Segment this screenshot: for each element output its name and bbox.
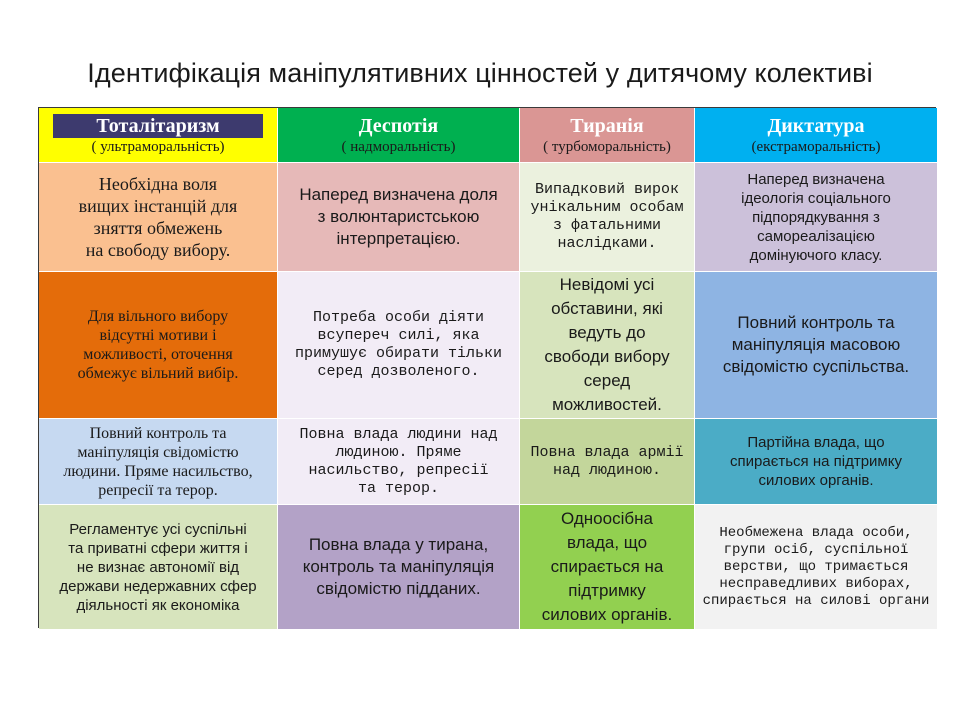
cell-text: Наперед визначена доля з волюнтаристською інтерпретацією. bbox=[299, 185, 498, 248]
header-subtitle: (екстраморальність) bbox=[751, 139, 881, 155]
header-totalitarianism bbox=[39, 108, 278, 163]
table-cell bbox=[39, 419, 278, 505]
cell-text: Повна влада у тирана, контроль та маніпуляція свідомістю підданих. bbox=[302, 535, 495, 598]
table-cell bbox=[278, 419, 520, 505]
cell-text: Повний контроль та маніпуляція масовою свідомістю суспільства. bbox=[722, 313, 910, 376]
cell-text: Необмежена влада особи, групи осіб, суспільної верстви, що тримається несправедливих виборах, спирається на силові органи bbox=[702, 524, 930, 609]
cell-text: Повна влада людини над людиною. Пряме насильство, репресії та терор. bbox=[299, 425, 498, 497]
cell-text: Для вільного вибору відсутні мотиви і можливості, оточення обмежує вільний вибір. bbox=[77, 308, 239, 382]
cell-text: Потреба особи діяти всупереч силі, яка примушує обирати тільки серед дозволеного. bbox=[294, 309, 503, 380]
table-cell bbox=[278, 272, 520, 419]
table-cell bbox=[520, 163, 695, 272]
cell-text: Партійна влада, що спирається на підтримку силових органів. bbox=[730, 434, 902, 489]
header-subtitle: ( надморальність) bbox=[341, 139, 456, 155]
cell-text: Наперед визначена ідеологія соціального підпорядкування з самореалізацією домінуючого класу. bbox=[741, 170, 891, 264]
table-cell bbox=[39, 272, 278, 419]
cell-text: Одноосібна влада, що спирається на підтримку силових органів. bbox=[541, 509, 673, 624]
cell-text: Повна влада армії над людиною. bbox=[530, 443, 684, 479]
slide-title: Ідентифікація маніпулятивних цінностей у дитячому колективі bbox=[87, 58, 873, 88]
cell-text: Невідомі усі обставини, які ведуть до свободи вибору серед можливостей. bbox=[544, 275, 670, 414]
cell-text: Необхідна воля вищих інстанцій для зняття обмежень на свободу вибору. bbox=[78, 174, 238, 260]
header-despotism bbox=[278, 108, 520, 163]
table-cell bbox=[695, 163, 937, 272]
cell-text: Повний контроль та маніпуляція свідомістю людини. Пряме насильство, репресії та терор. bbox=[63, 424, 253, 499]
header-subtitle: ( турбоморальність) bbox=[543, 139, 671, 155]
table-cell bbox=[695, 419, 937, 505]
table-cell bbox=[278, 505, 520, 629]
table-cell bbox=[520, 505, 695, 629]
header-title: Диктатура bbox=[767, 115, 865, 137]
header-title: Деспотія bbox=[358, 115, 439, 137]
cell-text: Випадковий вирок унікальним особам з фатальними наслідками. bbox=[530, 181, 684, 252]
ideology-table bbox=[38, 107, 936, 628]
table-cell bbox=[695, 505, 937, 629]
header-title: Тиранія bbox=[570, 115, 644, 137]
header-tyranny bbox=[520, 108, 695, 163]
header-dictatorship bbox=[695, 108, 937, 163]
header-title: Тоталітаризм bbox=[53, 114, 263, 138]
header-subtitle: ( ультраморальність) bbox=[91, 139, 225, 155]
table-cell bbox=[520, 419, 695, 505]
table-cell bbox=[39, 505, 278, 629]
table-cell bbox=[39, 163, 278, 272]
table-cell bbox=[278, 163, 520, 272]
table-cell bbox=[520, 272, 695, 419]
cell-text: Регламентує усі суспільні та приватні сфери життя і не визнає автономії від держави недержавних сфер діяльності як економіка bbox=[59, 520, 257, 614]
table-cell bbox=[695, 272, 937, 419]
